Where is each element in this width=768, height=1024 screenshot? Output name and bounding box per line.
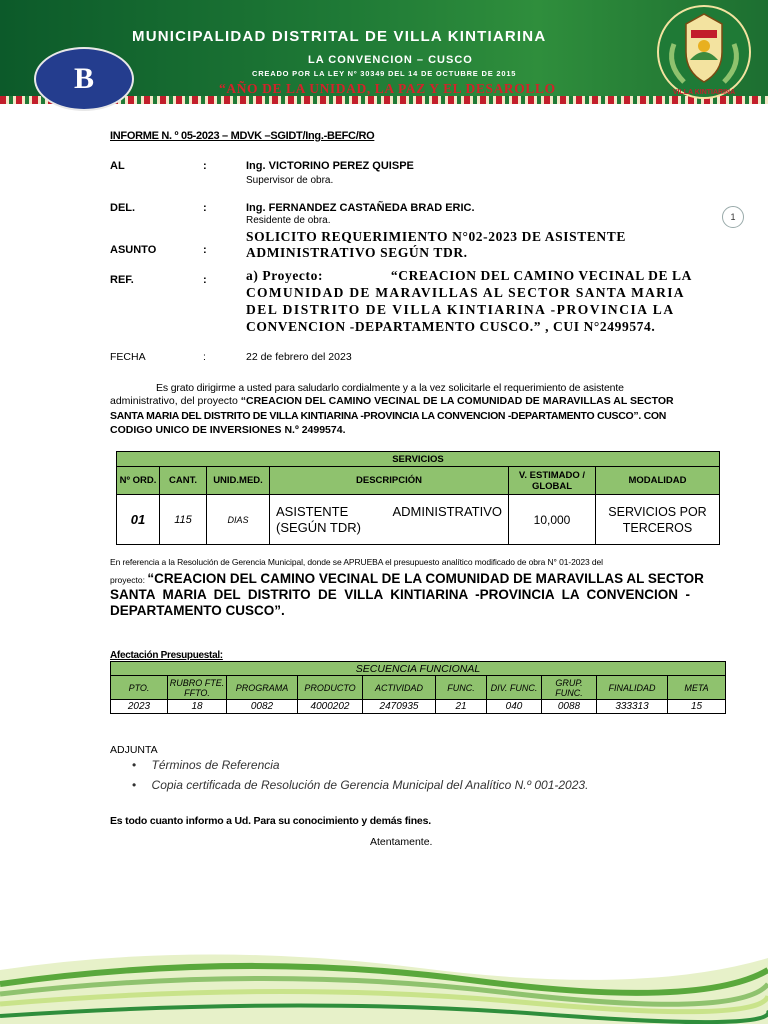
row-ord: 01 bbox=[117, 495, 160, 545]
row-desc-line2: (SEGÚN TDR) bbox=[276, 519, 361, 535]
municipal-crest-icon bbox=[656, 4, 752, 100]
sequence-row bbox=[111, 700, 726, 714]
row-desc bbox=[270, 495, 509, 545]
asunto-line2: ADMINISTRATIVO SEGÚN TDR. bbox=[246, 245, 468, 260]
seq-v-pto: 2023 bbox=[111, 700, 168, 714]
seq-h-meta: META bbox=[668, 676, 726, 700]
bullet-icon: • bbox=[132, 758, 137, 772]
afectacion-label: Afectación Presupuestal: bbox=[110, 650, 223, 661]
seq-h-pto: PTO. bbox=[111, 676, 168, 700]
seq-h-div: DIV. FUNC. bbox=[487, 676, 542, 700]
para1-line2-plain: administrativo, del proyecto bbox=[110, 395, 238, 407]
para1-line3: SANTA MARIA DEL DISTRITO DE VILLA KINTIARINA -PROVINCIA LA CONVENCION -DEPARTAMENTO CUSCO”. CON bbox=[110, 410, 667, 422]
col-unid: UNID.MED. bbox=[207, 467, 270, 495]
col-valor: V. ESTIMADO / GLOBAL bbox=[509, 467, 596, 495]
al-label: AL bbox=[110, 160, 125, 172]
para2-line1: En referencia a la Resolución de Gerencia Municipal, donde se APRUEBA el presupuesto analítico modificado de obra N° 01-2023 del bbox=[110, 557, 603, 567]
asunto-colon: : bbox=[203, 244, 207, 256]
para1-line1: Es grato dirigirme a usted para saludarlo cordialmente y a la vez solicitarle el requerimiento de asistente bbox=[156, 382, 624, 394]
adjunta-label: ADJUNTA bbox=[110, 744, 158, 756]
sequence-caption: SECUENCIA FUNCIONAL bbox=[111, 662, 726, 676]
seq-h-grup: GRUP. FUNC. bbox=[542, 676, 597, 700]
seq-h-func: FUNC. bbox=[436, 676, 487, 700]
seq-v-func: 21 bbox=[436, 700, 487, 714]
para2-line3: SANTA MARIA DEL DISTRITO DE VILLA KINTIARINA -PROVINCIA LA CONVENCION - bbox=[110, 587, 690, 602]
para1-line2 bbox=[110, 395, 674, 407]
signoff: Atentamente. bbox=[370, 836, 433, 848]
crest-text: VILLA KINTIARINA bbox=[672, 89, 736, 96]
ref-prefix: a) Proyecto: bbox=[246, 268, 324, 283]
al-name: Ing. VICTORINO PEREZ QUISPE bbox=[246, 160, 414, 172]
col-ord: Nº ORD. bbox=[117, 467, 160, 495]
ref-line4: CONVENCION -DEPARTAMENTO CUSCO.” , CUI N°2499574. bbox=[246, 319, 656, 334]
asunto-line1: SOLICITO REQUERIMIENTO N°02-2023 DE ASISTENTE bbox=[246, 229, 626, 244]
year-motto: “AÑO DE LA UNIDAD, LA PAZ Y EL DESAROLLO bbox=[219, 81, 556, 96]
para2-line2-bold: “CREACION DEL CAMINO VECINAL DE LA COMUNIDAD DE MARAVILLAS AL SECTOR bbox=[147, 571, 704, 586]
seq-h-rubro: RUBRO FTE. FFTO. bbox=[168, 676, 227, 700]
attachment-item bbox=[132, 778, 588, 792]
badge-logo bbox=[34, 47, 134, 111]
para2-line2-plain: proyecto: bbox=[110, 575, 145, 585]
para2-line4: DEPARTAMENTO CUSCO”. bbox=[110, 603, 285, 618]
fecha-colon: : bbox=[203, 351, 206, 363]
seq-h-programa: PROGRAMA bbox=[227, 676, 298, 700]
para2-line2 bbox=[110, 571, 704, 586]
ref-line2: COMUNIDAD DE MARAVILLAS AL SECTOR SANTA MARIA bbox=[246, 285, 685, 300]
municipality-title: MUNICIPALIDAD DISTRITAL DE VILLA KINTIARINA bbox=[132, 28, 547, 45]
row-desc-line1: ASISTENTE ADMINISTRATIVO bbox=[276, 503, 502, 519]
row-modalidad: SERVICIOS POR TERCEROS bbox=[596, 495, 720, 545]
ref-colon: : bbox=[203, 274, 207, 286]
row-cant: 115 bbox=[160, 495, 207, 545]
fecha-value: 22 de febrero del 2023 bbox=[246, 351, 352, 363]
asunto-label: ASUNTO bbox=[110, 244, 157, 256]
ref-line3: DEL DISTRITO DE VILLA KINTIARINA -PROVINCIA LA bbox=[246, 302, 675, 317]
seq-v-rubro: 18 bbox=[168, 700, 227, 714]
del-colon: : bbox=[203, 202, 207, 214]
al-colon: : bbox=[203, 160, 207, 172]
seq-v-div: 040 bbox=[487, 700, 542, 714]
creation-law: CREADO POR LA LEY Nº 30349 DEL 14 DE OCTUBRE DE 2015 bbox=[252, 69, 517, 78]
attachment-item bbox=[132, 758, 280, 772]
ref-line1-text: “CREACION DEL CAMINO VECINAL DE LA bbox=[390, 268, 692, 283]
para1-line4: CODIGO UNICO DE INVERSIONES N.º 2499574. bbox=[110, 424, 346, 436]
footer-wave-decoration bbox=[0, 940, 768, 1024]
badge-letter: B bbox=[73, 62, 94, 95]
seq-v-programa: 0082 bbox=[227, 700, 298, 714]
attachment-item-label: Copia certificada de Resolución de Gerencia Municipal del Analítico N.º 001-2023. bbox=[151, 778, 589, 792]
seq-h-finalidad: FINALIDAD bbox=[597, 676, 668, 700]
seq-h-actividad: ACTIVIDAD bbox=[363, 676, 436, 700]
seq-v-finalidad: 333313 bbox=[597, 700, 668, 714]
report-number: INFORME N. º 05-2023 – MDVK –SGIDT/Ing.-BEFC/RO bbox=[110, 130, 375, 142]
seq-v-producto: 4000202 bbox=[298, 700, 363, 714]
bullet-icon: • bbox=[132, 778, 137, 792]
col-cant: CANT. bbox=[160, 467, 207, 495]
row-unid: DIAS bbox=[207, 495, 270, 545]
page-number: 1 bbox=[722, 206, 744, 228]
seq-v-grup: 0088 bbox=[542, 700, 597, 714]
del-label: DEL. bbox=[110, 202, 136, 214]
del-role: Residente de obra. bbox=[246, 215, 331, 226]
seq-v-meta: 15 bbox=[668, 700, 726, 714]
del-name: Ing. FERNANDEZ CASTAÑEDA BRAD ERIC. bbox=[246, 202, 475, 214]
col-modalidad: MODALIDAD bbox=[596, 467, 720, 495]
services-table bbox=[116, 451, 720, 545]
seq-h-producto: PRODUCTO bbox=[298, 676, 363, 700]
sequence-table bbox=[110, 661, 726, 714]
province-subtitle: LA CONVENCION – CUSCO bbox=[308, 54, 473, 66]
fecha-label: FECHA bbox=[110, 351, 146, 363]
row-valor: 10,000 bbox=[509, 495, 596, 545]
al-role: Supervisor de obra. bbox=[246, 175, 334, 186]
col-desc: DESCRIPCIÓN bbox=[270, 467, 509, 495]
services-caption: SERVICIOS bbox=[117, 452, 720, 467]
seq-v-actividad: 2470935 bbox=[363, 700, 436, 714]
ref-line1 bbox=[246, 268, 692, 284]
services-row bbox=[117, 495, 720, 545]
para1-line2-bold: “CREACION DEL CAMINO VECINAL DE LA COMUNIDAD DE MARAVILLAS AL SECTOR bbox=[240, 395, 674, 407]
ref-label: REF. bbox=[110, 274, 134, 286]
attachment-item-label: Términos de Referencia bbox=[151, 758, 280, 772]
closing-line: Es todo cuanto informo a Ud. Para su conocimiento y demás fines. bbox=[110, 815, 431, 827]
